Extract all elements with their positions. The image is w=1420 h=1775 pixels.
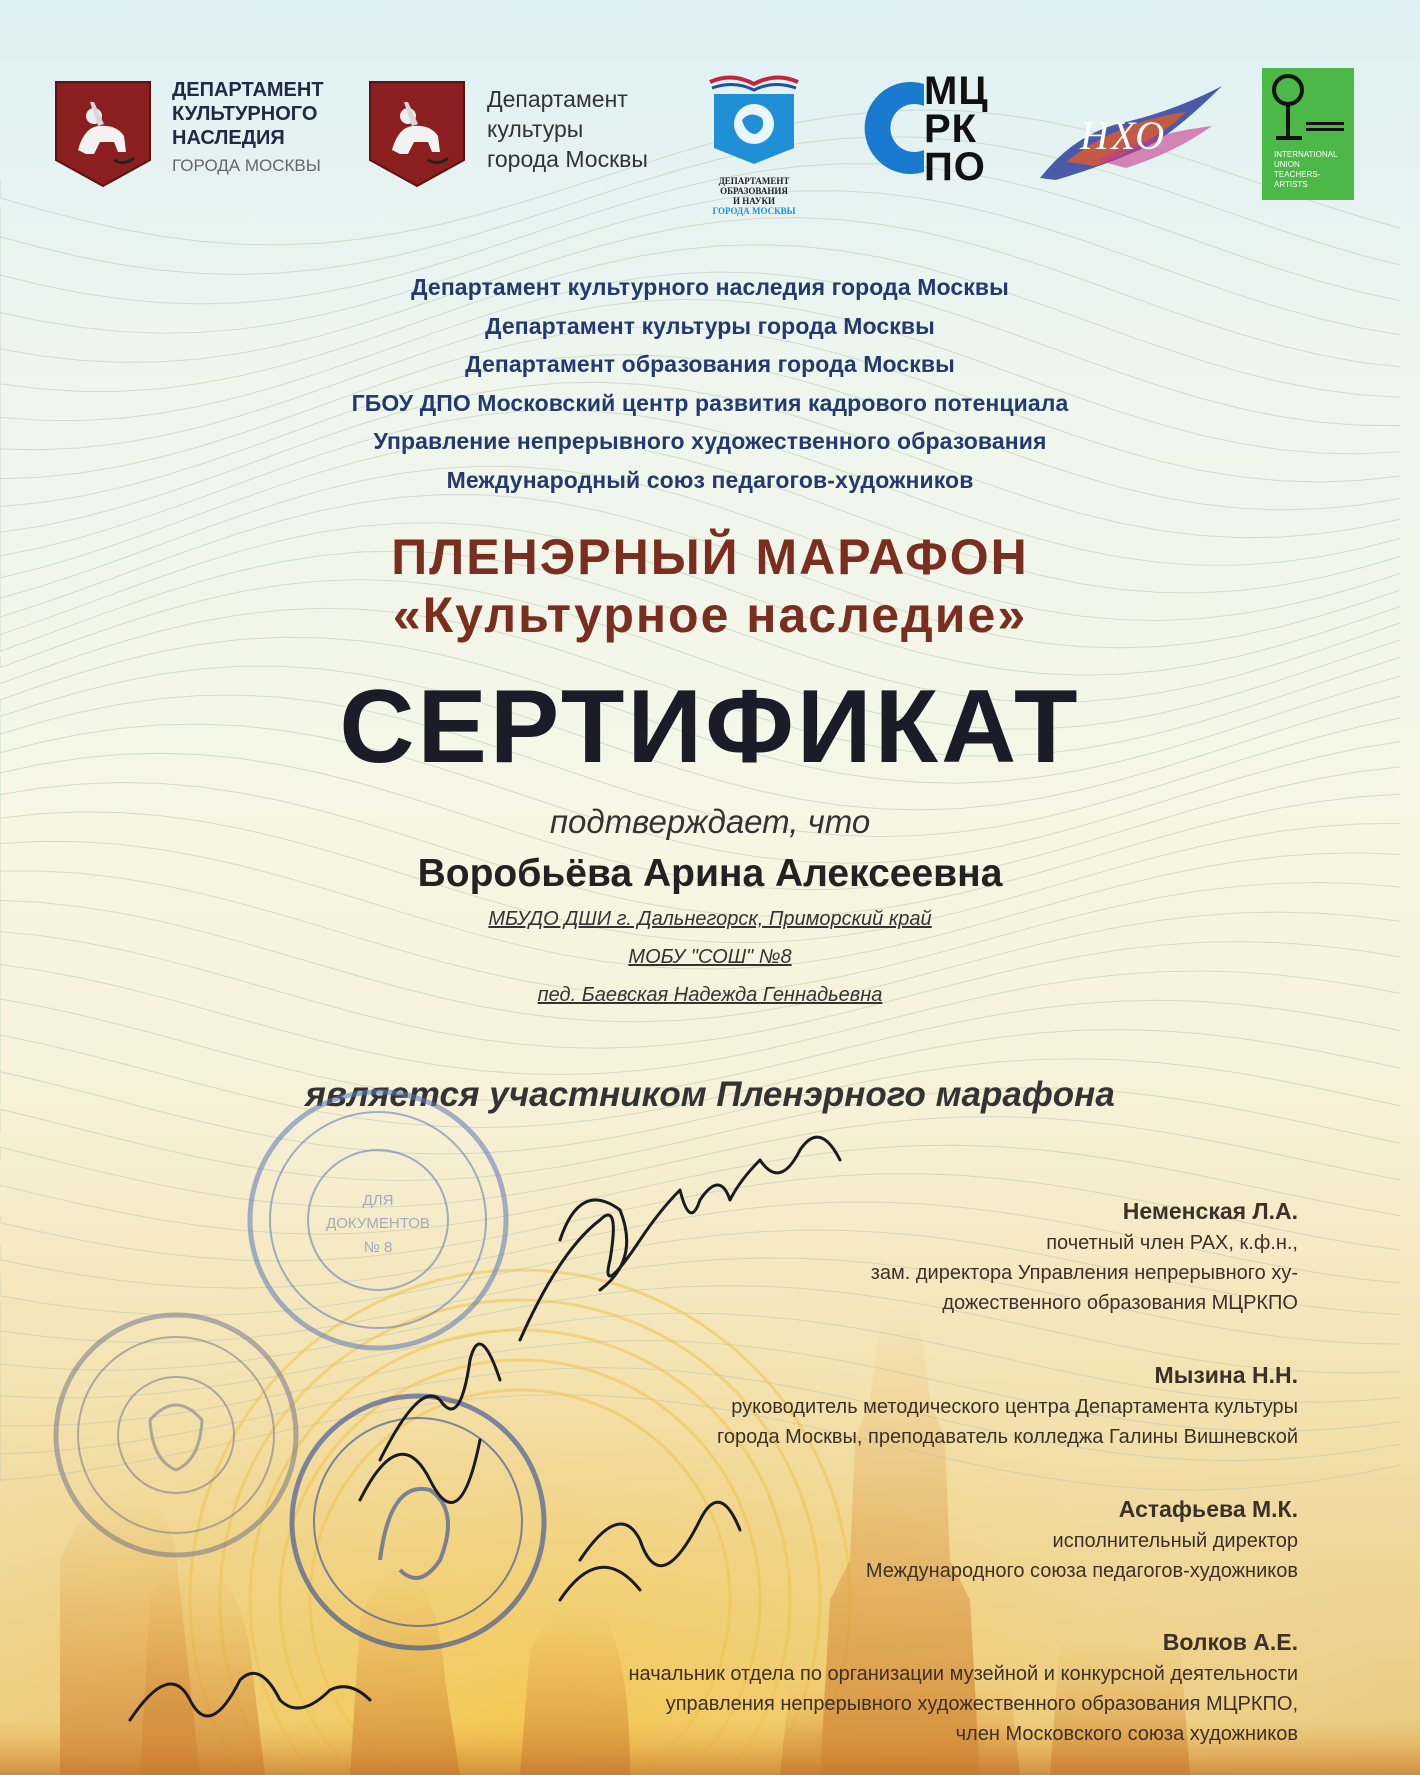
organizers-list	[0, 268, 1420, 499]
mcrkpo-line: РК	[924, 107, 978, 151]
event-subtitle: «Культурное наследие»	[392, 587, 1028, 643]
union-line: INTERNATIONAL	[1274, 150, 1338, 159]
detail-line	[0, 908, 1420, 931]
detail-school: МБУДО ДШИ г. Дальнегорск, Приморский край	[488, 908, 932, 930]
union-line: UNION	[1274, 160, 1300, 169]
tree-icon	[1262, 68, 1354, 148]
svg-text:ДЛЯ: ДЛЯ	[362, 1192, 394, 1209]
signatory-role: начальник отдела по организации музейной и конкурсной деятельности	[628, 1663, 1298, 1685]
detail-line	[0, 984, 1420, 1007]
nho-name: НХО	[1080, 113, 1167, 158]
event-title: ПЛЕНЭРНЫЙ МАРАФОН	[391, 529, 1029, 585]
education-city: ГОРОДА МОСКВЫ	[712, 206, 796, 216]
heritage-line: КУЛЬТУРНОГО	[172, 103, 318, 125]
mcrkpo-line: ПО	[924, 145, 986, 189]
moscow-coat-of-arms-icon	[368, 80, 466, 188]
signatory-role: дожественного образования МЦРКПО	[942, 1292, 1298, 1314]
participant-status: является участником Пленэрного марафона	[305, 1075, 1115, 1114]
heritage-line: ДЕПАРТАМЕНТ	[172, 79, 324, 101]
signatory-role: Международного союза педагогов-художников	[865, 1560, 1298, 1582]
heritage-city: ГОРОДА МОСКВЫ	[172, 156, 321, 175]
logo-row	[0, 60, 1420, 240]
organizer-line: ГБОУ ДПО Московский центр развития кадрового потенциала	[351, 389, 1069, 416]
culture-dept-name	[487, 84, 648, 174]
education-dept-name	[692, 176, 816, 216]
moscow-coat-of-arms-icon	[54, 80, 152, 188]
education-line: ОБРАЗОВАНИЯ	[720, 186, 788, 196]
confirms-text: подтверждает, что	[549, 803, 871, 840]
education-dept-emblem-icon	[706, 68, 802, 168]
heritage-dept-name	[172, 78, 324, 178]
organizer-line: Управление непрерывного художественного образования	[373, 428, 1047, 454]
detail-school2: МОБУ "СОШ" №8	[628, 946, 792, 968]
mcrkpo-name	[924, 69, 989, 189]
signatory-role: член Московского союза художников	[955, 1723, 1298, 1745]
signatory-name: Волков А.Е.	[1162, 1629, 1298, 1655]
mcrkpo-logo-icon	[854, 78, 926, 178]
organizer-line: Департамент культурного наследия города Москвы	[411, 274, 1009, 300]
culture-line: культуры	[487, 116, 584, 142]
signatory-name: Неменская Л.А.	[1122, 1198, 1298, 1224]
detail-teacher: пед. Баевская Надежда Геннадьевна	[537, 984, 883, 1006]
union-text	[1274, 150, 1337, 190]
union-line: TEACHERS-	[1274, 170, 1321, 179]
signatory-block	[628, 1625, 1298, 1749]
union-line: ARTISTS	[1274, 180, 1308, 189]
signatory-role: исполнительный директор	[1052, 1530, 1298, 1552]
recipient-name: Воробьёва Арина Алексеевна	[417, 852, 1003, 895]
education-line: ДЕПАРТАМЕНТ	[718, 176, 790, 186]
svg-text:№ 8: № 8	[363, 1239, 393, 1256]
signatory-block	[866, 1492, 1298, 1586]
signatory-name: Астафьева М.К.	[1118, 1496, 1298, 1522]
mcrkpo-line: МЦ	[924, 69, 989, 113]
signatory-block	[717, 1358, 1298, 1452]
svg-text:ДОКУМЕНТОВ: ДОКУМЕНТОВ	[326, 1215, 430, 1232]
education-line: И НАУКИ	[732, 196, 776, 206]
organizer-line: Департамент образования города Москвы	[465, 351, 955, 377]
signatory-block	[871, 1194, 1298, 1318]
signatory-name: Мызина Н.Н.	[1154, 1362, 1298, 1388]
certificate-heading: СЕРТИФИКАТ	[339, 669, 1081, 785]
signatory-role: управления непрерывного художественного образования МЦРКПО,	[665, 1693, 1298, 1715]
culture-line: города Москвы	[487, 146, 648, 172]
culture-line: Департамент	[487, 86, 628, 112]
organizer-line: Департамент культуры города Москвы	[485, 312, 935, 339]
signatory-role: города Москвы, преподаватель колледжа Галины Вишневской	[717, 1426, 1298, 1448]
union-logo	[1262, 68, 1354, 200]
heritage-line: НАСЛЕДИЯ	[172, 127, 285, 149]
detail-line	[0, 946, 1420, 969]
signatory-role: зам. директора Управления непрерывного ху-	[870, 1262, 1298, 1284]
signatory-role: руководитель методического центра Департамента культуры	[731, 1396, 1298, 1418]
signatory-role: почетный член РАХ, к.ф.н.,	[1046, 1232, 1298, 1254]
organizer-line: Международный союз педагогов-художников	[446, 466, 974, 493]
